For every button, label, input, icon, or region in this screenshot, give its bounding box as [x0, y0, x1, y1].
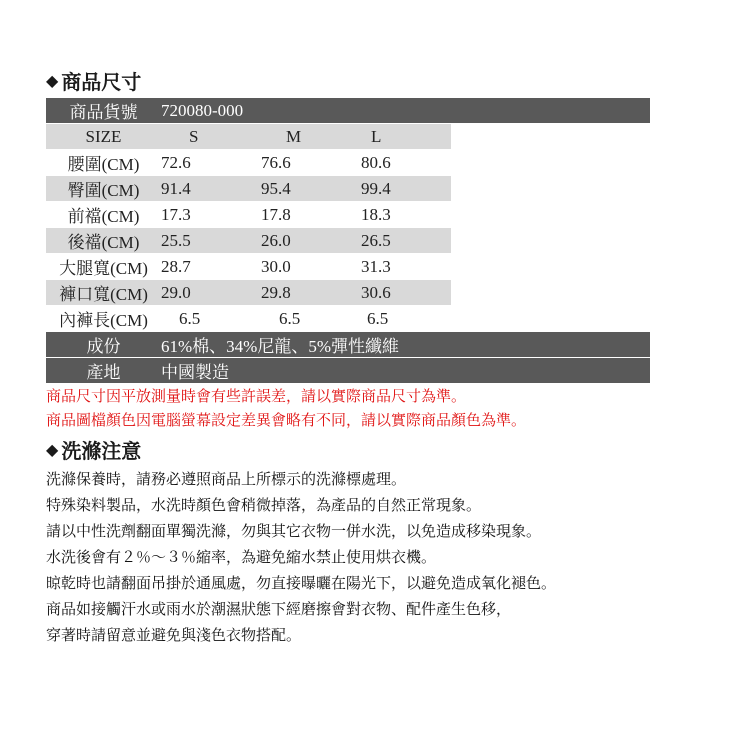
- size-table: [46, 98, 650, 384]
- row-value-s: 91.4: [161, 176, 261, 202]
- row-value-l: 31.3: [361, 254, 451, 280]
- material-label: 成份: [46, 332, 161, 358]
- care-line: 特殊染料製品，水洗時顏色會稍微掉落，為產品的自然正常現象。: [46, 496, 482, 514]
- size-header-s: S: [161, 124, 261, 150]
- care-line: 請以中性洗劑翻面單獨洗滌，勿與其它衣物一併水洗，以免造成移染現象。: [46, 522, 542, 540]
- table-row: [46, 254, 650, 280]
- table-row: [46, 150, 650, 176]
- row-label: 內褲長(CM): [46, 306, 161, 332]
- row-value-s: 6.5: [161, 306, 261, 332]
- product-code-label: 商品貨號: [46, 98, 161, 124]
- table-row: [46, 228, 650, 254]
- origin-label: 產地: [46, 358, 161, 384]
- row-value-l: 18.3: [361, 202, 451, 228]
- diamond-icon: ◆: [46, 71, 59, 90]
- table-row: [46, 280, 650, 306]
- row-value-s: 25.5: [161, 228, 261, 254]
- row-value-l: 80.6: [361, 150, 451, 176]
- care-section-title-text: 洗滌注意: [61, 439, 142, 463]
- size-header-label: SIZE: [46, 124, 161, 150]
- material-value: 61%棉、34%尼龍、5%彈性纖維: [161, 332, 650, 358]
- material-row: [46, 332, 650, 358]
- size-header-l: L: [361, 124, 451, 150]
- row-value-m: 26.0: [261, 228, 361, 254]
- row-value-l: 30.6: [361, 280, 451, 306]
- row-value-m: 76.6: [261, 150, 361, 176]
- care-line: 水洗後會有２％～３％縮率，為避免縮水禁止使用烘衣機。: [46, 548, 437, 566]
- size-section-title-text: 商品尺寸: [61, 70, 142, 94]
- row-value-m: 29.8: [261, 280, 361, 306]
- row-value-s: 72.6: [161, 150, 261, 176]
- care-section-title: [46, 435, 141, 464]
- row-label: 腰圍(CM): [46, 150, 161, 176]
- size-header-m: M: [261, 124, 361, 150]
- size-note: 商品圖檔顏色因電腦螢幕設定差異會略有不同，請以實際商品顏色為準。: [46, 411, 527, 429]
- size-note: 商品尺寸因平放測量時會有些許誤差，請以實際商品尺寸為準。: [46, 387, 467, 405]
- care-line: 晾乾時也請翻面吊掛於通風處，勿直接曝曬在陽光下，以避免造成氧化褪色。: [46, 574, 557, 592]
- care-line: 商品如接觸汗水或雨水於潮濕狀態下經磨擦會對衣物、配件產生色移，: [46, 600, 512, 618]
- table-row: [46, 306, 650, 332]
- row-label: 褲口寬(CM): [46, 280, 161, 306]
- row-value-s: 17.3: [161, 202, 261, 228]
- row-value-m: 17.8: [261, 202, 361, 228]
- row-value-l: 99.4: [361, 176, 451, 202]
- product-code-row: [46, 98, 650, 124]
- row-value-s: 29.0: [161, 280, 261, 306]
- table-row: [46, 176, 650, 202]
- size-notes: [46, 384, 526, 432]
- size-header-row: [46, 124, 650, 150]
- row-label: 臀圍(CM): [46, 176, 161, 202]
- care-instructions: [46, 466, 556, 648]
- row-value-l: 6.5: [361, 306, 451, 332]
- row-value-m: 30.0: [261, 254, 361, 280]
- diamond-icon: ◆: [46, 440, 59, 459]
- row-value-l: 26.5: [361, 228, 451, 254]
- row-label: 大腿寬(CM): [46, 254, 161, 280]
- origin-row: [46, 358, 650, 384]
- row-value-s: 28.7: [161, 254, 261, 280]
- row-label: 後襠(CM): [46, 228, 161, 254]
- origin-value: 中國製造: [161, 358, 650, 384]
- row-value-m: 95.4: [261, 176, 361, 202]
- care-line: 洗滌保養時，請務必遵照商品上所標示的洗滌標處理。: [46, 470, 407, 488]
- table-row: [46, 202, 650, 228]
- product-code-value: 720080-000: [161, 98, 361, 124]
- size-section-title: [46, 66, 141, 95]
- row-label: 前襠(CM): [46, 202, 161, 228]
- row-value-m: 6.5: [261, 306, 361, 332]
- care-line: 穿著時請留意並避免與淺色衣物搭配。: [46, 626, 302, 644]
